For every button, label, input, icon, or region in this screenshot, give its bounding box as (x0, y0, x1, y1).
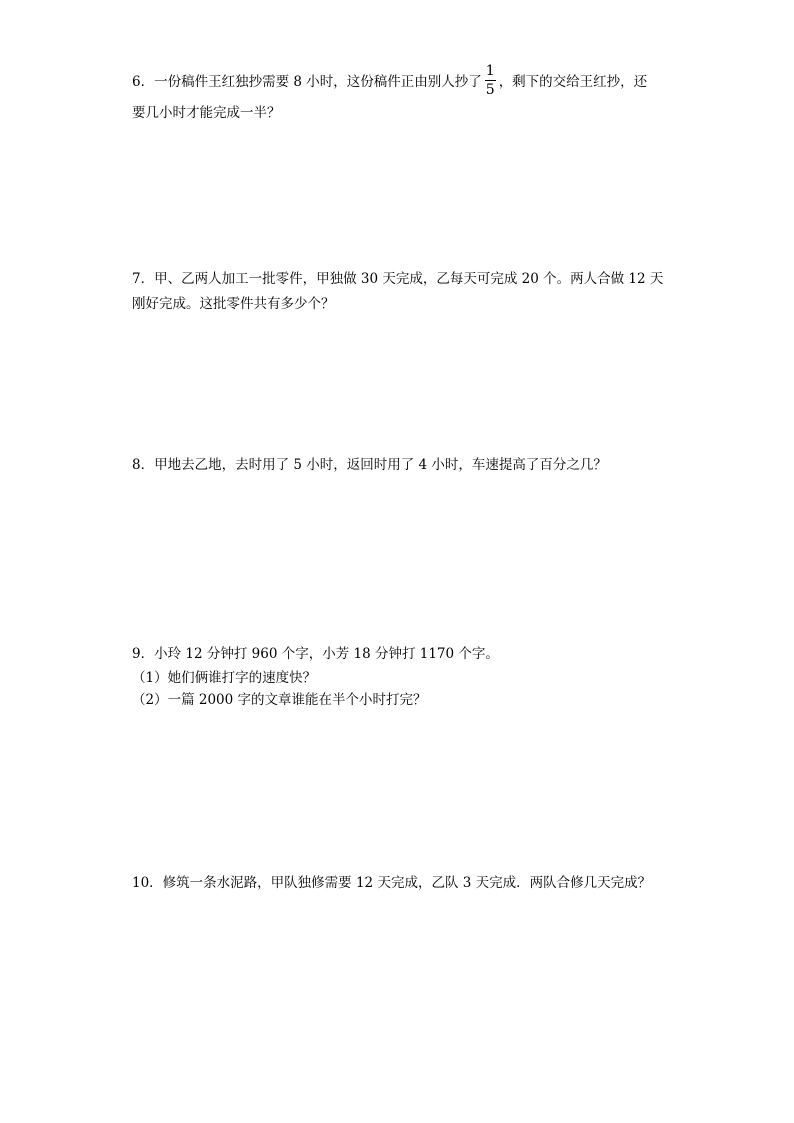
question-9-line-1: 9．小玲 12 分钟打 960 个字，小芳 18 分钟打 1170 个字。 (132, 646, 499, 662)
question-8 (132, 453, 672, 478)
question-6 (132, 63, 672, 126)
question-7-line-1: 7．甲、乙两人加工一批零件，甲独做 30 天完成，乙每天可完成 20 个。两人合做 12 天 (132, 271, 664, 287)
question-8-line-1: 8．甲地去乙地，去时用了 5 小时，返回时用了 4 小时，车速提高了百分之几？ (132, 457, 607, 473)
fraction-numerator: 1 (485, 63, 495, 79)
question-6-line-2: 要几小时才能完成一半？ (132, 105, 281, 121)
fraction-one-fifth (485, 64, 496, 97)
fraction-denominator: 5 (485, 82, 495, 98)
question-9-sub-1: （1）她们俩谁打字的速度快？ (132, 670, 317, 686)
question-6-text-start: 6．一份稿件王红独抄需要 8 小时，这份稿件正由别人抄了 (132, 74, 482, 90)
question-7 (132, 267, 672, 317)
question-10 (132, 871, 672, 896)
question-10-line-1: 10．修筑一条水泥路，甲队独修需要 12 天完成，乙队 3 天完成．两队合修几天完成？ (132, 875, 652, 891)
question-9-sub-2: （2）一篇 2000 字的文章谁能在半个小时打完？ (132, 692, 427, 708)
question-6-text-end: ，剩下的交给王红抄，还 (498, 74, 648, 90)
question-6-line-1 (132, 63, 672, 99)
question-9 (132, 642, 672, 711)
question-7-line-2: 刚好完成。这批零件共有多少个？ (132, 296, 335, 312)
